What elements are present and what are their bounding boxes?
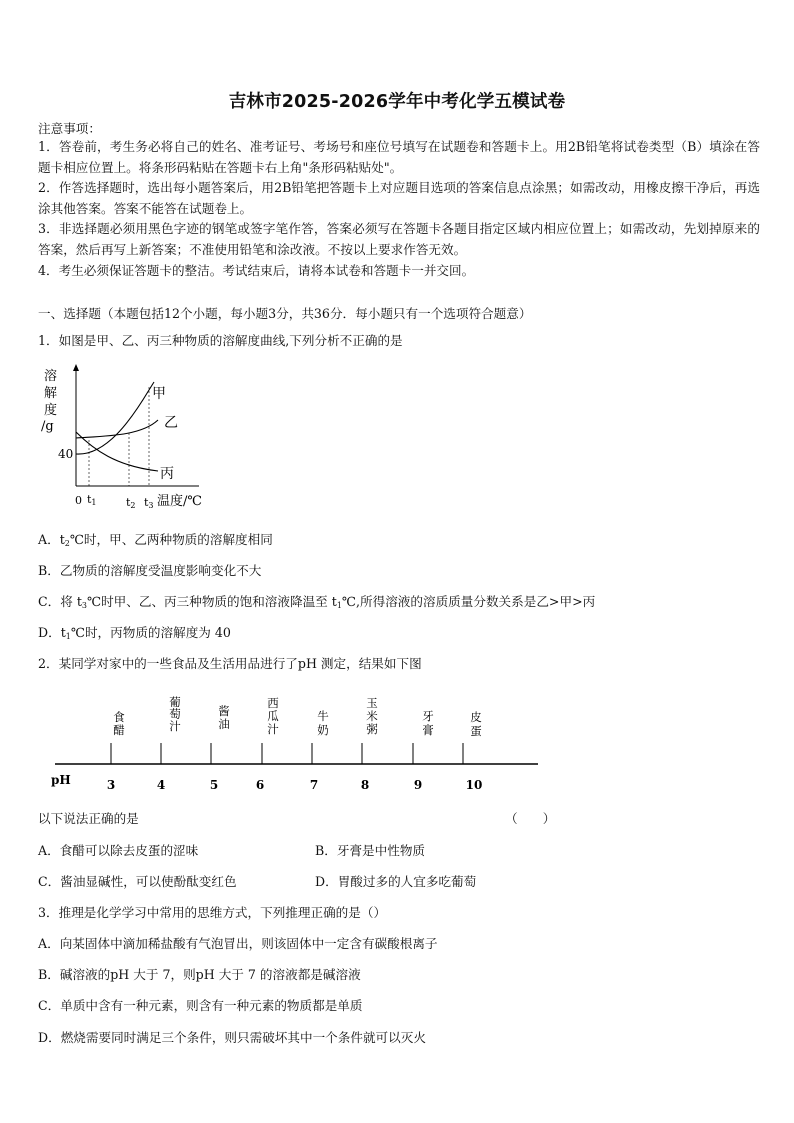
q1-option-d: D．$t_1℃$时，丙物质的溶解度为 40 <box>38 625 231 641</box>
curve-bing <box>76 432 158 471</box>
notice-item: 3．非选择题必须用黑色字迹的钢笔或签字笔作答，答案必须写在答题卡各题目指定区域内相应位置上；如需改动，先划掉原来的答案，然后再写上新答案；不准使用铅笔和涂改液。不按以上要求作答无效。 <box>38 221 760 257</box>
curve-label-bing: 丙 <box>160 466 174 482</box>
item-watermelon-juice-char: 瓜 <box>267 709 279 723</box>
ph-tick: 10 <box>465 778 483 792</box>
item-toothpaste-char: 膏 <box>422 723 434 737</box>
notice-item: 2．作答选择题时，选出每小题答案后，用2B铅笔把答题卡上对应题目选项的答案信息点涂黑；如需改动，用橡皮擦干净后，再选涂其他答案。答案不能答在试题卷上。 <box>38 180 760 216</box>
ph-tick: 7 <box>309 778 319 792</box>
ph-tick: 6 <box>255 778 265 792</box>
ph-tick: 5 <box>209 778 219 792</box>
ph-scale-diagram <box>40 690 550 800</box>
item-vinegar-char: 食 <box>113 710 125 724</box>
solubility-curve-graph <box>36 360 216 515</box>
item-vinegar-char: 醋 <box>113 723 125 737</box>
question-2-stem: 2．某同学对家中的一些食品及生活用品进行了pH 测定，结果如下图 <box>38 656 422 671</box>
q2-option-b: B．牙膏是中性物质 <box>315 843 426 858</box>
q2-option-d: D．胃酸过多的人宜多吃葡萄 <box>315 874 477 889</box>
answer-bracket: （ ） <box>505 811 556 826</box>
ph-tick: 4 <box>156 778 166 792</box>
page-title: 吉林市2025-2026学年中考化学五模试卷 <box>228 92 566 112</box>
y-axis-arrow <box>73 364 79 371</box>
curve-yi <box>76 420 158 438</box>
ph-tick: 9 <box>413 778 423 792</box>
ph-label: pH <box>51 773 71 787</box>
y-label-char: /g <box>41 419 54 434</box>
item-watermelon-juice-char: 汁 <box>267 722 279 736</box>
notice-heading: 注意事项： <box>38 121 101 136</box>
y-label-char: 溶 <box>44 369 58 384</box>
q3-option-c: C．单质中含有一种元素，则含有一种元素的物质都是单质 <box>38 998 363 1013</box>
origin-label: 0 <box>75 494 82 507</box>
curve-label-yi: 乙 <box>164 415 178 431</box>
x-tick-t2: t2 <box>126 496 136 510</box>
item-milk-char: 奶 <box>317 723 329 737</box>
q2-option-c: C．酱油显碱性，可以使酚酞变红色 <box>38 874 237 889</box>
item-grape-juice-char: 萄 <box>169 707 181 721</box>
x-tick-t1: t1 <box>87 493 97 507</box>
item-soy-sauce-char: 油 <box>218 717 230 731</box>
item-soy-sauce-char: 酱 <box>218 704 230 718</box>
notice-item: 1．答卷前，考生务必将自己的姓名、准考证号、考场号和座位号填写在试题卷和答题卡上。用2B铅笔将试卷类型（B）填涂在答题卡相应位置上。将条形码粘贴在答题卡右上角"条形码粘贴处"。 <box>38 139 760 175</box>
y-label-char: 解 <box>44 386 58 401</box>
x-tick-t3: t3 <box>144 496 154 510</box>
ph-item-labels <box>113 695 482 738</box>
q1-option-c: C．将 $t_3℃$时甲、乙、丙三种物质的饱和溶液降温至 $t_1℃$,所得溶液的溶质质量分数关系是乙>甲>丙 <box>38 594 596 610</box>
curve-label-jia: 甲 <box>152 386 166 402</box>
item-corn-porridge-char: 玉 <box>366 696 378 710</box>
section-heading: 一、选择题（本题包括12个小题，每小题3分，共36分．每小题只有一个选项符合题意） <box>38 306 532 321</box>
question-3-stem: 3．推理是化学学习中常用的思维方式，下列推理正确的是（） <box>38 905 387 920</box>
item-watermelon-juice-char: 西 <box>267 696 279 710</box>
ph-tick: 8 <box>360 778 370 792</box>
q3-option-d: D．燃烧需要同时满足三个条件，则只需破坏其中一个条件就可以灭火 <box>38 1030 426 1045</box>
item-preserved-egg-char: 蛋 <box>470 724 482 738</box>
item-grape-juice-char: 葡 <box>169 695 181 709</box>
q3-option-b: B．碱溶液的pH 大于 7，则pH 大于 7 的溶液都是碱溶液 <box>38 967 361 982</box>
question-1-stem: 1．如图是甲、乙、丙三种物质的溶解度曲线,下列分析不正确的是 <box>38 333 403 348</box>
item-preserved-egg-char: 皮 <box>470 710 482 724</box>
notice-item: 4．考生必须保证答题卡的整洁。考试结束后，请将本试卷和答题卡一并交回。 <box>38 262 475 278</box>
item-corn-porridge-char: 米 <box>366 709 378 723</box>
ph-tick-labels <box>51 773 482 792</box>
q1-option-a: A．$t_2℃$时，甲、乙两种物质的溶解度相同 <box>38 532 273 548</box>
y-tick-40: 40 <box>58 447 74 461</box>
item-corn-porridge-char: 粥 <box>366 722 378 736</box>
q2-option-a: A．食醋可以除去皮蛋的涩味 <box>38 843 199 858</box>
item-milk-char: 牛 <box>317 709 329 723</box>
question-2-prompt: 以下说法正确的是 <box>38 811 139 826</box>
ph-tick: 3 <box>106 778 116 792</box>
item-toothpaste-char: 牙 <box>422 709 434 723</box>
item-grape-juice-char: 汁 <box>169 719 181 733</box>
q1-option-b: B．乙物质的溶解度受温度影响变化不大 <box>38 563 262 578</box>
y-label-char: 度 <box>44 403 58 418</box>
notice-list <box>38 137 760 281</box>
x-axis-label: 温度/℃ <box>157 494 202 509</box>
q3-option-a: A．向某固体中滴加稀盐酸有气泡冒出，则该固体中一定含有碳酸根离子 <box>38 936 438 951</box>
